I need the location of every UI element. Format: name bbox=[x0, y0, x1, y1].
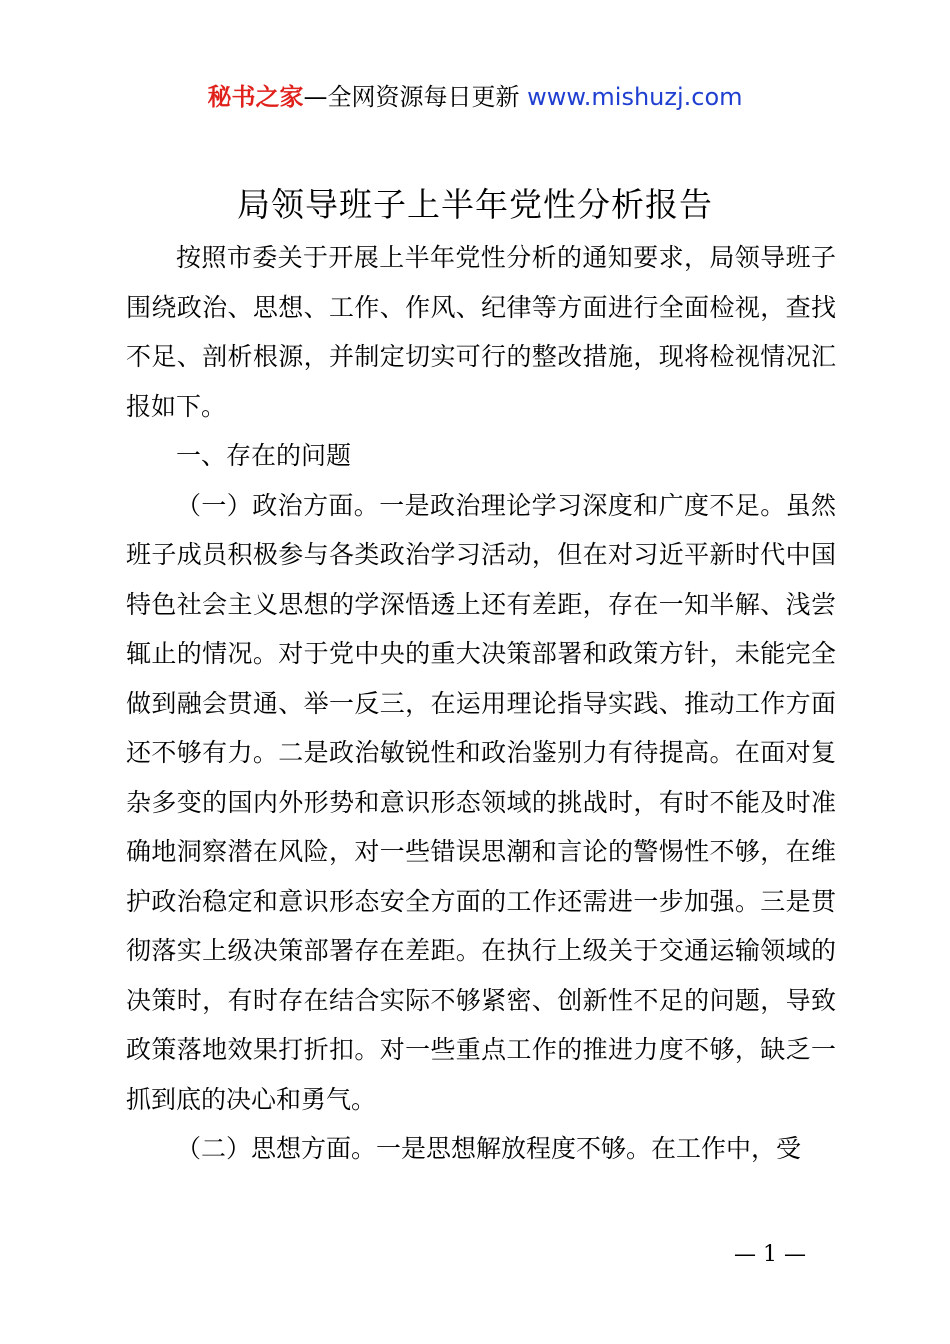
political-aspect-paragraph: （一）政治方面。一是政治理论学习深度和广度不足。虽然班子成员积极参与各类政治学习活动，但在对习近平新时代中国特色社会主义思想的学深悟透上还有差距，存在一知半解、浅尝辄止的情况。对于党中央的重大决策部署和政策方针，未能完全做到融会贯通、举一反三，在运用理论指导实践、推动工作方面还不够有力。二是政治敏锐性和政治鉴别力有待提高。在面对复杂多变的国内外形势和意识形态领域的挑战时，有时不能及时准确地洞察潜在风险，对一些错误思潮和言论的警惕性不够，在维护政治稳定和意识形态安全方面的工作还需进一步加强。三是贯彻落实上级决策部署存在差距。在执行上级关于交通运输领域的决策时，有时存在结合实际不够紧密、创新性不足的问题，导致政策落地效果打折扣。对一些重点工作的推进力度不够，缺乏一抓到底的决心和勇气。 bbox=[126, 490, 836, 1114]
intro-paragraph: 按照市委关于开展上半年党性分析的通知要求，局领导班子围绕政治、思想、工作、作风、纪律等方面进行全面检视，查找不足、剖析根源，并制定切实可行的整改措施，现将检视情况汇报如下。 bbox=[126, 243, 836, 421]
banner-url-link[interactable]: www.mishuzj.com bbox=[527, 83, 743, 111]
banner-brand: 秘书之家 bbox=[207, 83, 304, 111]
ideological-aspect-paragraph: （二）思想方面。一是思想解放程度不够。在工作中，受 bbox=[176, 1134, 802, 1163]
section-heading-problems: 一、存在的问题 bbox=[176, 441, 352, 470]
page-number: — 1 — bbox=[734, 1242, 806, 1267]
document-title: 局领导班子上半年党性分析报告 bbox=[237, 185, 713, 224]
site-banner bbox=[0, 80, 950, 114]
document-body bbox=[126, 233, 836, 1174]
banner-tagline: —全网资源每日更新 bbox=[303, 83, 520, 111]
